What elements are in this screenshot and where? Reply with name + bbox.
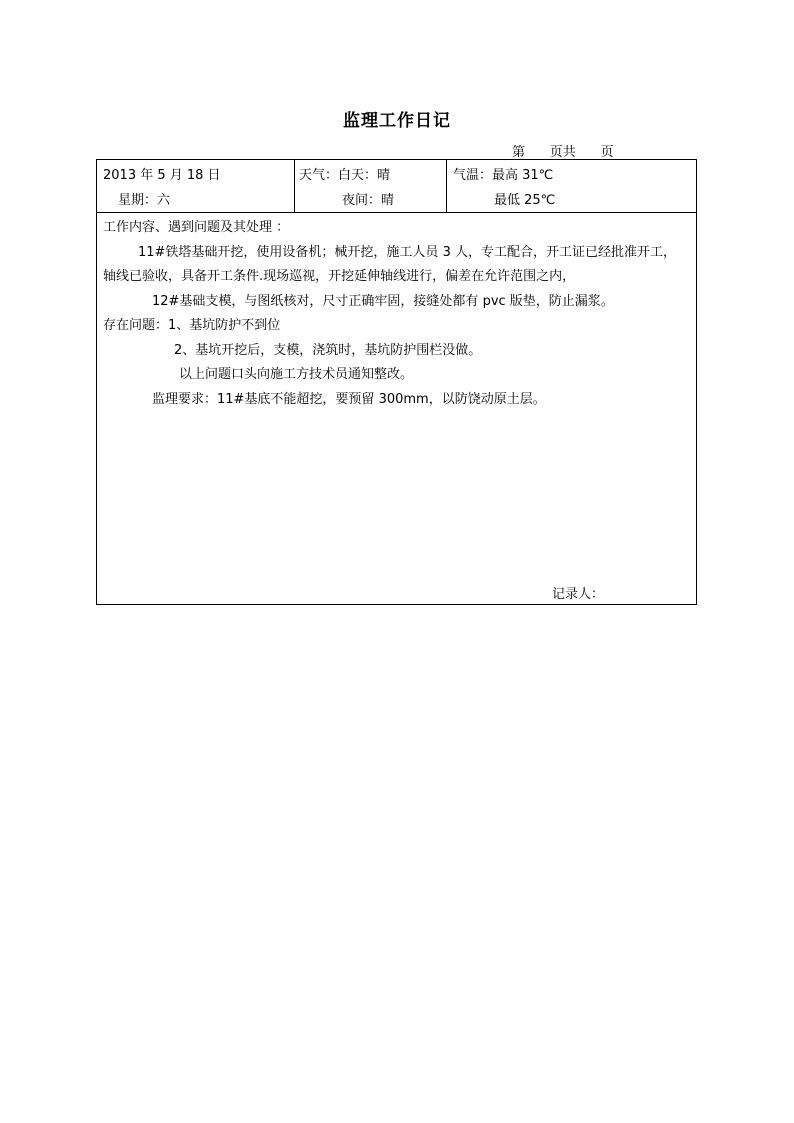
weather-day-text: 天气：白天：晴 bbox=[299, 168, 391, 183]
temp-high-text: 气温：最高 31℃ bbox=[453, 168, 554, 183]
recorder-label: 记录人： bbox=[552, 587, 605, 602]
page-indicator: 第 页共 页 bbox=[512, 145, 614, 160]
paragraph-1-line-2: 轴线已验收，具备开工条件.现场巡视，开挖延伸轴线进行，偏差在允许范围之内， bbox=[103, 269, 576, 284]
content-area bbox=[97, 213, 696, 606]
weekday-text: 星期：六 bbox=[118, 193, 171, 208]
supervision-requirement: 监理要求：11#基底不能超挖，要预留 300mm，以防饶动原土层。 bbox=[152, 392, 546, 407]
paragraph-2: 12#基础支模，与图纸核对，尺寸正确牢固，接缝处都有 pvc 版垫，防止漏浆。 bbox=[152, 294, 614, 309]
document-title: 监理工作日记 bbox=[343, 111, 451, 131]
temperature-cell bbox=[447, 160, 698, 212]
header-row bbox=[97, 160, 696, 213]
issues-line-3: 以上问题口头向施工方技术员通知整改。 bbox=[179, 367, 414, 382]
paragraph-1-line-1: 11#铁塔基础开挖，使用设备机；械开挖，施工人员 3 人，专工配合，开工证已经批准开工， bbox=[138, 245, 676, 260]
weather-cell bbox=[295, 160, 447, 212]
date-cell bbox=[97, 160, 295, 212]
issues-line-2: 2、基坑开挖后，支模，浇筑时，基坑防护围栏没做。 bbox=[174, 343, 482, 358]
weather-night-text: 夜间：晴 bbox=[342, 193, 395, 208]
issues-line-1: 存在问题：1、基坑防护不到位 bbox=[103, 318, 281, 333]
section-label: 工作内容、遇到问题及其处理 ： bbox=[103, 220, 290, 235]
diary-table bbox=[96, 159, 697, 605]
temp-low-text: 最低 25℃ bbox=[494, 193, 556, 208]
date-text: 2013 年 5 月 18 日 bbox=[103, 168, 221, 183]
